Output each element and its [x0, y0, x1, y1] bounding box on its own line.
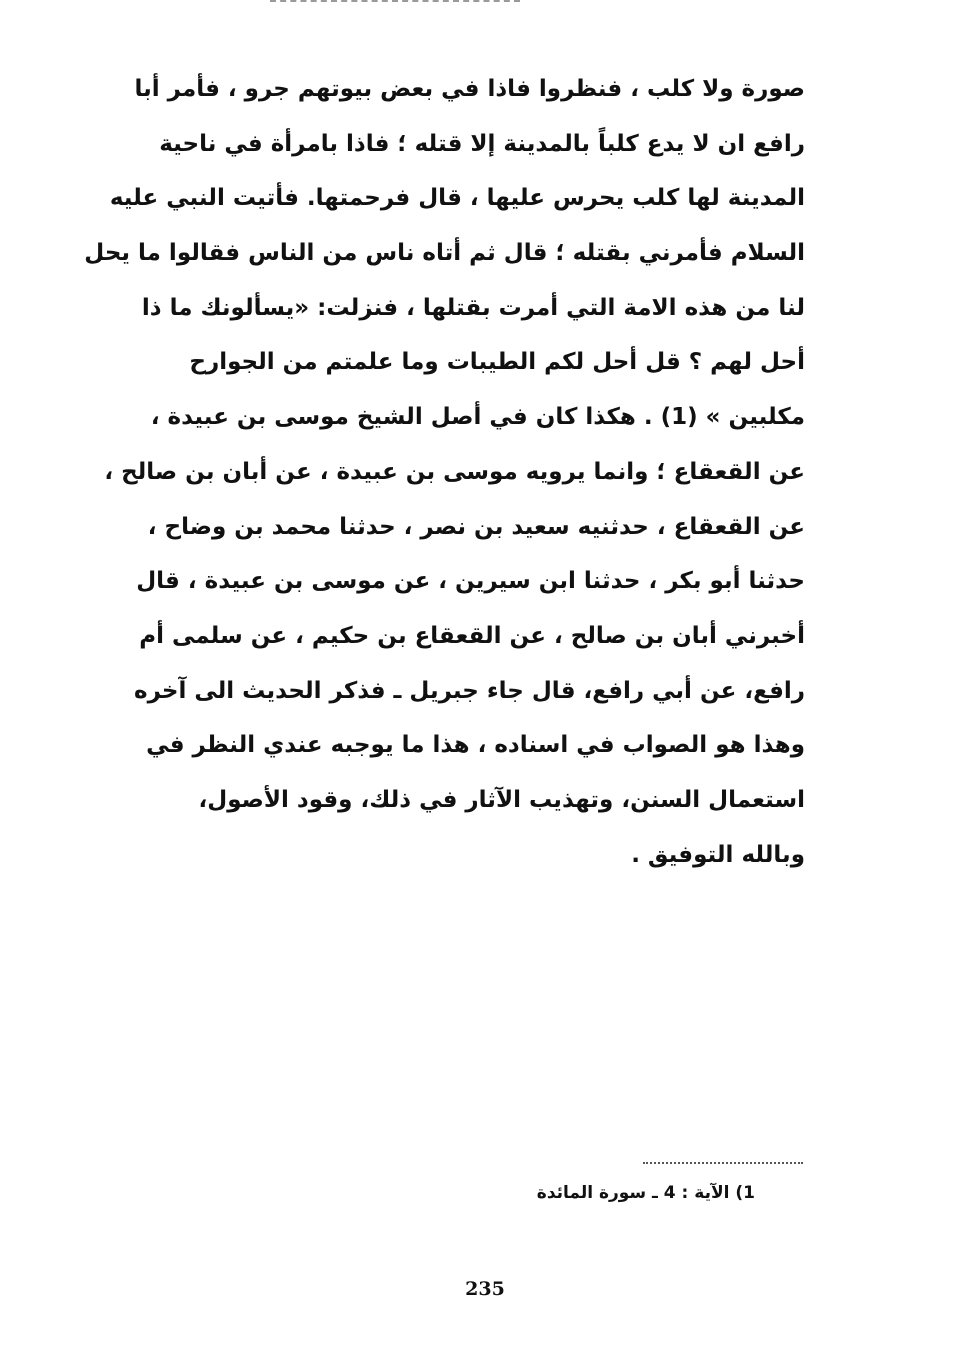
text-line: المدينة لها كلب يحرس عليها ، قال فرحمتها. فأتيت النبي عليه — [109, 185, 805, 212]
main-text-block — [84, 62, 805, 882]
footnote: 1) الآية : 4 ـ سورة المائدة — [536, 1183, 755, 1203]
text-line: استعمال السنن، وتهذيب الآثار في ذلك، وقود الأصول، — [198, 786, 805, 813]
text-line: أحل لهم ؟ قل أحل لكم الطيبات وما علمتم من الجوارح — [189, 349, 805, 376]
text-line: رافع، عن أبي رافع، قال جاء جبريل ـ فذكر الحديث الى آخره — [134, 677, 805, 704]
text-line: حدثنا أبو بكر ، حدثنا ابن سيرين ، عن موسى بن عبيدة ، قال — [136, 568, 805, 595]
text-line: صورة ولا كلب ، فنظروا فاذا في بعض بيوتهم جرو ، فأمر أبا — [134, 76, 805, 102]
text-line: أخبرني أبان بن صالح ، عن القعقاع بن حكيم ، عن سلمى أم — [139, 622, 805, 649]
text-line: عن القعقاع ؛ وانما يرويه موسى بن عبيدة ، عن أبان بن صالح ، — [104, 458, 805, 485]
page-number: 235 — [465, 1278, 505, 1300]
text-line: رافع ان لا يدع كلباً بالمدينة إلا قتله ؛ فاذا بامرأة في ناحية — [159, 130, 805, 157]
text-line: السلام فأمرني بقتله ؛ قال ثم أتاه ناس من الناس فقالوا ما يحل — [84, 240, 805, 267]
text-line: مكلبين » (1) . هكذا كان في أصل الشيخ موسى بن عبيدة ، — [150, 404, 805, 431]
text-line-last: وبالله التوفيق . — [631, 841, 805, 868]
text-line: لنا من هذه الامة التي أمرت بقتلها ، فنزلت: «يسألونك ما ذا — [141, 294, 805, 321]
top-edge-rule — [270, 0, 520, 2]
footnote-separator — [643, 1162, 803, 1164]
text-line: عن القعقاع ، حدثنيه سعيد بن نصر ، حدثنا محمد بن وضاح ، — [147, 513, 805, 540]
text-line: وهذا هو الصواب في اسناده ، هذا ما يوجبه عندي النظر في — [146, 732, 805, 759]
